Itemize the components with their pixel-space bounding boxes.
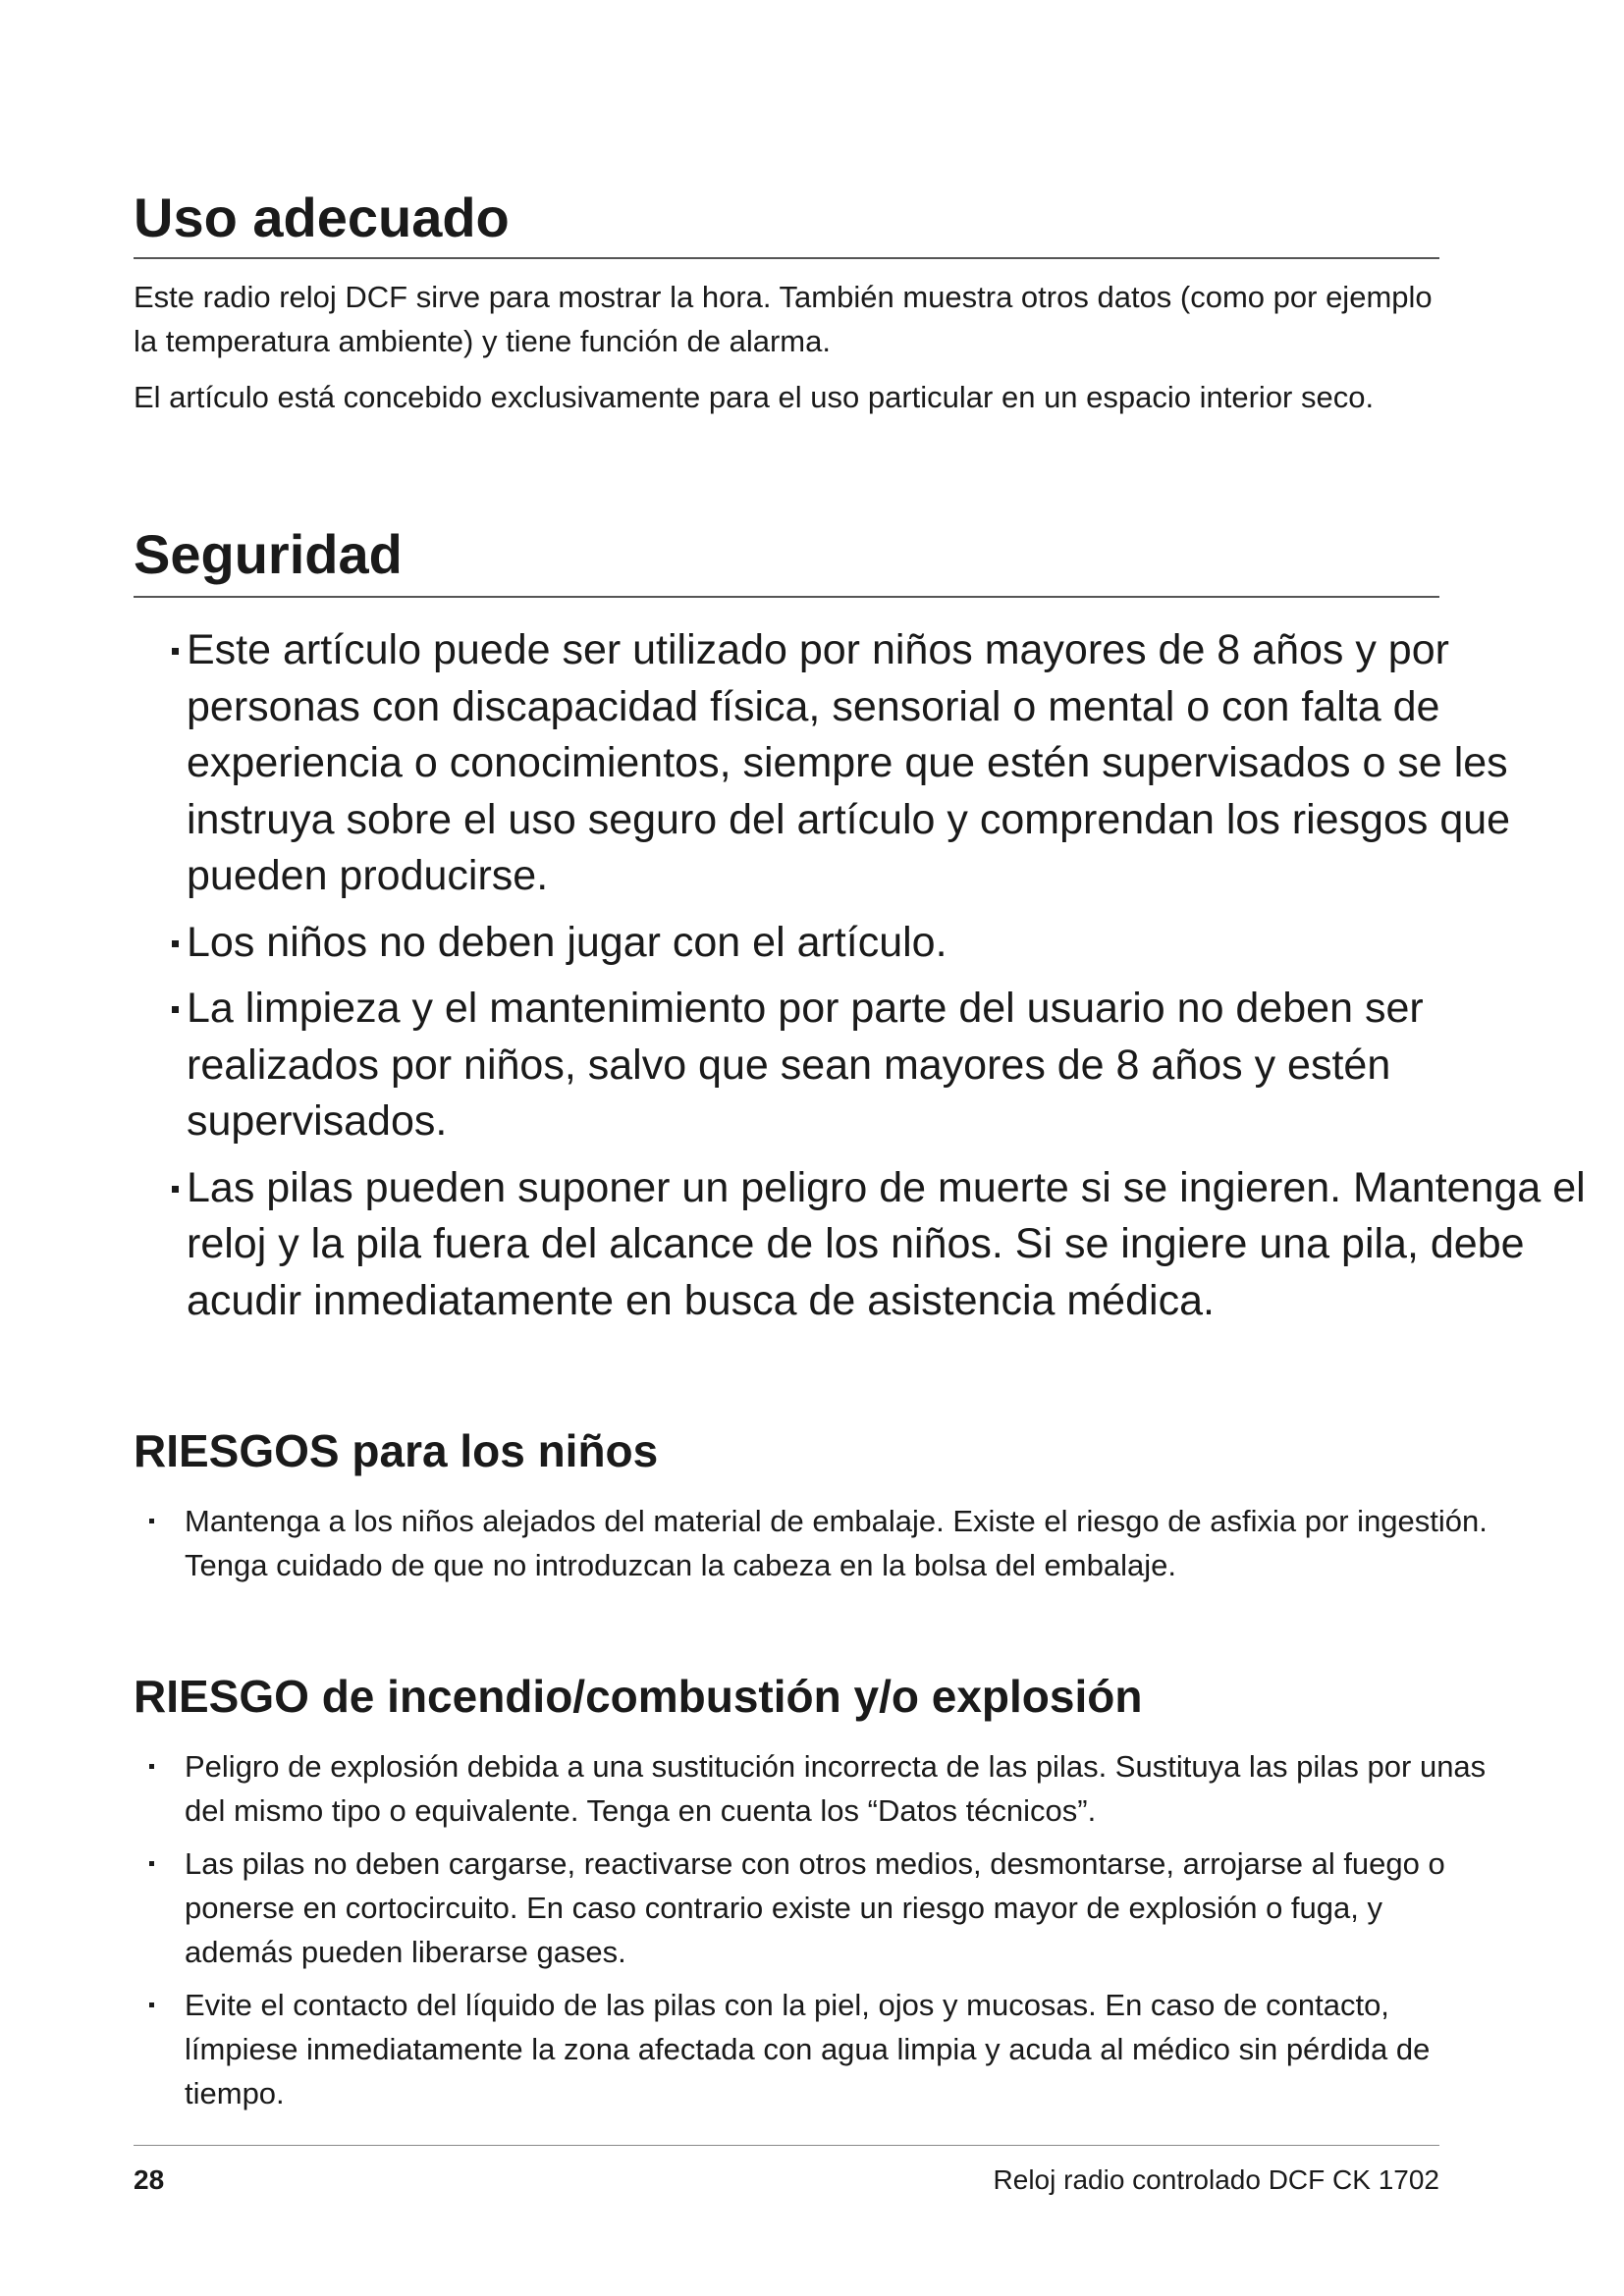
document-page: [134, 0, 1586, 2296]
heading-seguridad: Seguridad: [134, 523, 403, 585]
list-item-text: Este artículo puede ser utilizado por niños mayores de 8 años y por personas con discapacidad física, sensorial o mental o con falta de experiencia o conocimientos, siempre que estén supervisados o se les instruya sobre el uso seguro del artículo y comprendan los riesgos que pueden producirse.: [187, 626, 1511, 899]
page-number: 28: [134, 2164, 165, 2195]
list-item: [134, 622, 1620, 905]
list-item: [134, 1744, 1490, 1833]
bullet-icon: [172, 940, 179, 947]
bullet-icon: [172, 1186, 179, 1193]
list-item: [134, 981, 1620, 1150]
bullet-icon: [149, 1764, 154, 1769]
list-item-text: Las pilas pueden suponer un peligro de muerte si se ingieren. Mantenga el reloj y la pila fuera del alcance de los niños. Si se ingiere una pila, debe acudir inmediatamente en busca de asistencia médica.: [187, 1163, 1586, 1324]
list-item-text: La limpieza y el mantenimiento por parte del usuario no deben ser realizados por niños, salvo que sean mayores de 8 años y estén supervisados.: [187, 985, 1424, 1145]
list-item-text: Los niños no deben jugar con el artículo.: [187, 918, 947, 966]
bullet-icon: [172, 648, 179, 655]
list-item-text: Las pilas no deben cargarse, reactivarse con otros medios, desmontarse, arrojarse al fuego o ponerse en cortocircuito. En caso contrario existe un riesgo mayor de explosión o fuga, y además pueden liberarse gases.: [185, 1846, 1445, 1969]
bullet-icon: [149, 1861, 154, 1866]
bullet-icon: [149, 2002, 154, 2007]
bullet-icon: [149, 1519, 154, 1523]
list-item-text: Mantenga a los niños alejados del material de embalaje. Existe el riesgo de asfixia por ingestión. Tenga cuidado de que no introduzcan la cabeza en la bolsa del embalaje.: [185, 1504, 1488, 1582]
list-item-text: Peligro de explosión debida a una sustitución incorrecta de las pilas. Sustituya las pilas por unas del mismo tipo o equivalente. Tenga en cuenta los “Datos técnicos”.: [185, 1749, 1487, 1828]
list-item: [134, 915, 1620, 972]
footer-title: Reloj radio controlado DCF CK 1702: [993, 2164, 1439, 2195]
heading-rule: [134, 257, 1439, 259]
footer-rule: [134, 2145, 1439, 2146]
heading-riesgo-incendio: RIESGO de incendio/combustión y/o explosión: [134, 1671, 1143, 1722]
heading-uso-adecuado: Uso adecuado: [134, 187, 510, 248]
heading-rule: [134, 596, 1439, 598]
bullet-icon: [172, 1006, 179, 1013]
paragraph-uso-1: Este radio reloj DCF sirve para mostrar la hora. También muestra otros datos (como por ejemplo la temperatura ambiente) y tiene función de alarma.: [134, 280, 1433, 358]
paragraph-uso-2: El artículo está concebido exclusivamente para el uso particular en un espacio interior seco.: [134, 380, 1375, 414]
heading-riesgos-ninos: RIESGOS para los niños: [134, 1425, 659, 1476]
list-item-text: Evite el contacto del líquido de las pilas con la piel, ojos y mucosas. En caso de contacto, límpiese inmediatamente la zona afectada con agua limpia y acuda al médico sin pérdida de tiempo.: [185, 1988, 1431, 2110]
list-item: [134, 1842, 1490, 1974]
list-item: [134, 1983, 1490, 2115]
seguridad-list: [134, 622, 1620, 1339]
list-item: [134, 1160, 1620, 1330]
riesgos-ninos-list: [134, 1499, 1490, 1596]
list-item: [134, 1499, 1490, 1587]
riesgo-incendio-list: [134, 1744, 1490, 2124]
